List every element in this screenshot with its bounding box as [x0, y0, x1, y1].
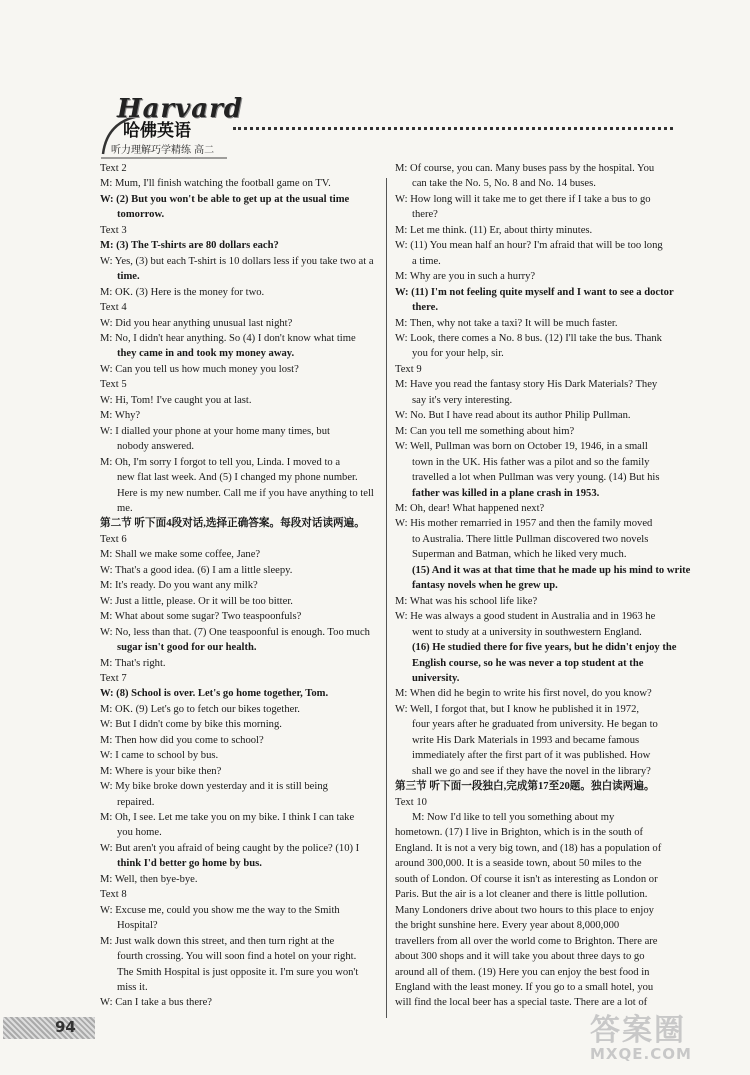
text-line: Many Londoners drive about two hours to this place to enjoy [395, 904, 654, 916]
text-line: M: What was his school life like? [395, 595, 538, 607]
text-line: Text 4 [100, 302, 127, 314]
logo-harvard: Harvard [117, 94, 243, 124]
text-line: nobody answered. [117, 441, 195, 453]
text-line: W: But I didn't come by bike this morning. [100, 719, 282, 731]
text-line: fantasy novels when he grew up. [412, 580, 558, 592]
text-line: Text 2 [100, 163, 127, 174]
text-line: hometown. (17) I live in Brighton, which is in the south of [395, 827, 644, 839]
text-line: Here is my new number. Call me if you have anything to tell [117, 487, 374, 499]
text-line: M: Well, then bye-bye. [100, 873, 198, 885]
text-line: M: Have you read the fantasy story His Dark Materials? They [395, 379, 658, 391]
text-line: (16) He studied there for five years, but he didn't enjoy the [412, 642, 677, 654]
text-line: to Australia. There little Pullman discovered two novels [412, 533, 649, 545]
page-number-tab [3, 1017, 95, 1039]
text-line: W: No. But I have read about its author Philip Pullman. [395, 410, 631, 422]
text-line: W: Well, Pullman was born on October 19, 1946, in a small [395, 441, 648, 453]
text-line: M: OK. (3) Here is the money for two. [100, 286, 265, 298]
text-line: The Smith Hospital is just opposite it. I'm sure you won't [117, 966, 359, 978]
text-line: university. [412, 672, 460, 684]
text-line: travellers from all over the world come to Brighton. There are [395, 935, 658, 947]
text-line: W: He was always a good student in Australia and in 1963 he [395, 611, 656, 623]
text-line: will find the local beer has a special taste. There are a lot of [395, 997, 648, 1009]
text-line: Text 7 [100, 672, 127, 684]
text-line: think I'd better go home by bus. [117, 858, 262, 870]
text-line: M: Can you tell me something about him? [395, 425, 575, 437]
text-line: repaired. [117, 796, 155, 808]
text-line: W: My bike broke down yesterday and it is still being [100, 781, 328, 793]
text-line: they came in and took my money away. [117, 348, 295, 360]
text-line: say it's very interesting. [412, 394, 513, 406]
text-line: M: Now I'd like to tell you something about my [412, 812, 615, 824]
text-line: W: That's a good idea. (6) I am a little sleepy. [100, 564, 293, 576]
text-line: M: What about some sugar? Two teaspoonfuls? [100, 611, 302, 623]
header-dotted-rule [233, 127, 673, 130]
text-line: W: (11) You mean half an hour? I'm afraid that will be too long [395, 240, 663, 252]
text-line: M: That's right. [100, 657, 166, 669]
text-line: M: Oh, I see. Let me take you on my bike. I think I can take [100, 812, 355, 824]
text-line: Superman and Batman, which he liked very much. [412, 549, 627, 561]
text-line: M: Why are you in such a hurry? [395, 271, 536, 283]
text-line: can take the No. 5, No. 8 and No. 14 buses. [412, 178, 596, 190]
text-line: W: Can you tell us how much money you lost? [100, 363, 299, 375]
text-line: travelled a lot when Pullman was very young. (14) But his [412, 472, 660, 484]
text-line: 第三节 听下面一段独白,完成第17至20题。独白读两遍。 [395, 781, 655, 793]
text-line: W: Hi, Tom! I've caught you at last. [100, 394, 252, 406]
text-line: there. [412, 302, 438, 314]
text-line: me. [117, 502, 133, 514]
text-line: sugar isn't good for our health. [117, 642, 257, 654]
page-number: 94 [55, 1018, 76, 1036]
text-line: (15) And it was at that time that he made up his mind to write [412, 564, 691, 576]
column-divider [386, 178, 387, 1018]
text-line: town in the UK. His father was a pilot and so the family [412, 456, 650, 468]
text-line: W: (2) But you won't be able to get up at the usual time [100, 193, 350, 205]
text-line: M: Then, why not take a taxi? It will be much faster. [395, 317, 618, 329]
text-line: immediately after the first part of it was published. How [412, 750, 651, 762]
text-line: W: Just a little, please. Or it will be too bitter. [100, 595, 293, 607]
text-line: father was killed in a plane crash in 1953. [412, 487, 600, 499]
text-line: M: Just walk down this street, and then turn right at the [100, 935, 335, 947]
text-line: went to study at a university in southwestern England. [412, 626, 642, 638]
text-line: time. [117, 271, 140, 283]
text-line: W: His mother remarried in 1957 and then the family moved [395, 518, 653, 530]
watermark [590, 1005, 692, 1063]
right-column [395, 161, 691, 1011]
text-line: four years after he graduated from university. He began to [412, 719, 658, 731]
text-line: England with the least money. If you go to a small hotel, you [395, 982, 654, 994]
text-line: miss it. [117, 982, 148, 994]
text-line: a time. [412, 255, 441, 267]
text-line: M: Of course, you can. Many buses pass by the hospital. You [395, 163, 655, 174]
text-line: M: Let me think. (11) Er, about thirty minutes. [395, 224, 593, 236]
text-line: M: No, I didn't hear anything. So (4) I don't know what time [100, 332, 356, 344]
text-line: there? [412, 209, 438, 221]
text-line: W: Did you hear anything unusual last night? [100, 317, 293, 329]
text-line: 第二节 听下面4段对话,选择正确答案。每段对话读两遍。 [100, 518, 365, 530]
text-line: M: OK. (9) Let's go to fetch our bikes together. [100, 703, 300, 715]
text-line: W: (11) I'm not feeling quite myself and I want to see a doctor [395, 286, 674, 298]
text-line: W: Look, there comes a No. 8 bus. (12) I'll take the bus. Thank [395, 332, 662, 344]
text-line: W: Excuse me, could you show me the way to the Smith [100, 904, 340, 916]
text-line: English course, so he was never a top student at the [412, 657, 644, 669]
text-line: around 300,000. It is a seaside town, about 50 miles to the [395, 858, 642, 870]
text-line: south of London. Of course it isn't as interesting as London or [395, 873, 658, 885]
text-line: M: (3) The T-shirts are 80 dollars each? [100, 240, 279, 252]
left-column [100, 161, 377, 1011]
text-line: you home. [117, 827, 162, 839]
text-line: Text 6 [100, 533, 127, 545]
logo-chinese: 哈佛英语 [123, 121, 191, 141]
text-line: Paris. But the air is a lot cleaner and there is little pollution. [395, 889, 648, 901]
text-line: M: Shall we make some coffee, Jane? [100, 549, 261, 561]
text-line: Text 9 [395, 363, 422, 375]
text-line: fourth crossing. You will soon find a hotel on your right. [117, 951, 357, 963]
text-line: M: When did he begin to write his first novel, do you know? [395, 688, 652, 700]
text-line: M: Oh, dear! What happened next? [395, 502, 545, 514]
text-line: M: Where is your bike then? [100, 765, 222, 777]
text-line: Hospital? [117, 920, 158, 932]
text-line: W: Can I take a bus there? [100, 997, 212, 1009]
text-line: M: Why? [100, 410, 141, 422]
book-header [95, 92, 675, 162]
text-line: around all of them. (19) Here you can enjoy the best food in [395, 966, 650, 978]
text-line: Text 10 [395, 796, 427, 808]
text-line: W: How long will it take me to get there if I take a bus to go [395, 193, 651, 205]
text-line: Text 3 [100, 224, 127, 236]
text-line: M: It's ready. Do you want any milk? [100, 580, 258, 592]
text-line: M: Oh, I'm sorry I forgot to tell you, Linda. I moved to a [100, 456, 341, 468]
text-line: W: But aren't you afraid of being caught by the police? (10) I [100, 842, 360, 854]
watermark-logo: 答案圈 [590, 1013, 686, 1048]
text-line: W: Yes, (3) but each T-shirt is 10 dollars less if you take two at a [100, 255, 374, 267]
text-line: M: Mum, I'll finish watching the football game on TV. [100, 178, 331, 190]
text-line: tomorrow. [117, 209, 165, 221]
text-line: M: Then how did you come to school? [100, 734, 264, 746]
text-line: Text 8 [100, 889, 127, 901]
text-line: W: No, less than that. (7) One teaspoonful is enough. Too much [100, 626, 370, 638]
text-line: the bright sunshine here. Every year about 8,000,000 [395, 920, 620, 932]
text-line: W: I came to school by bus. [100, 750, 219, 762]
text-line: W: Well, I forgot that, but I know he published it in 1972, [395, 703, 640, 715]
text-line: new flat last week. And (5) I changed my phone number. [117, 472, 358, 484]
book-subtitle: 听力理解巧学精练 高二 [111, 145, 215, 156]
text-line: Text 5 [100, 379, 127, 391]
text-line: you for your help, sir. [412, 348, 504, 360]
text-line: W: (8) School is over. Let's go home together, Tom. [100, 688, 329, 700]
text-line: England. It is not a very big town, and (18) has a population of [395, 842, 662, 854]
text-line: W: I dialled your phone at your home many times, but [100, 425, 330, 437]
watermark-url: MXQE.COM [590, 1045, 692, 1063]
text-line: write His Dark Materials in 1993 and became famous [412, 734, 640, 746]
text-line: shall we go and see if they have the novel in the library? [412, 765, 651, 777]
text-line: about 300 shops and it will take you about three days to go [395, 951, 645, 963]
